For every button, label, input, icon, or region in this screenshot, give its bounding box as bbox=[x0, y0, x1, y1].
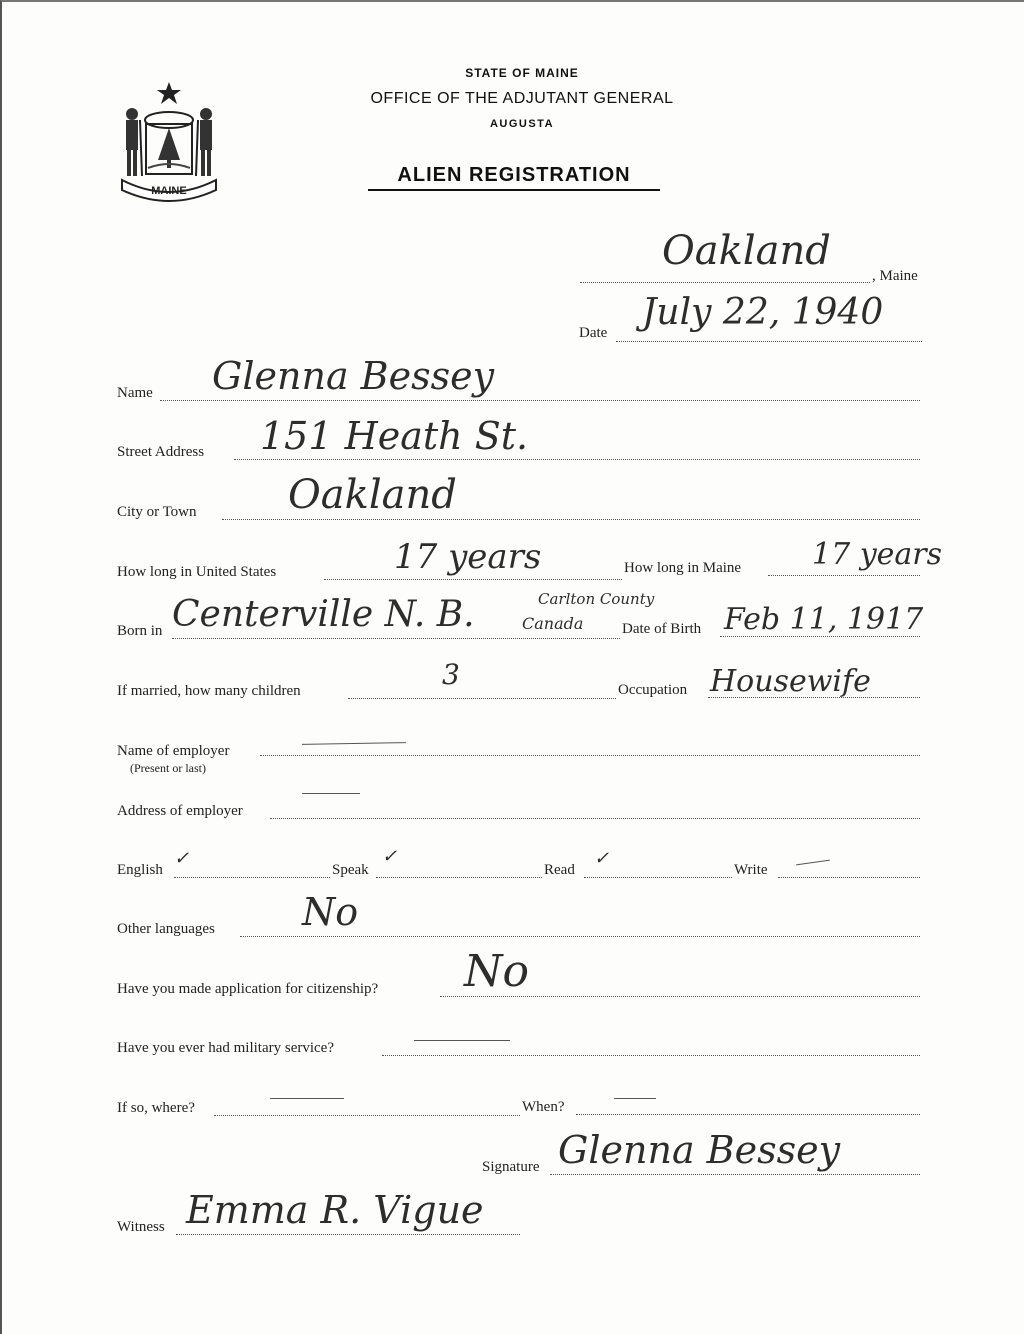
street-line bbox=[234, 459, 920, 460]
street-label: Street Address bbox=[117, 444, 205, 460]
date-handwriting: July 22, 1940 bbox=[642, 292, 884, 333]
city-label: City or Town bbox=[117, 504, 197, 520]
occupation-handwriting: Housewife bbox=[710, 664, 871, 699]
header-city: AUGUSTA bbox=[489, 118, 555, 130]
dob-handwriting: Feb 11, 1917 bbox=[724, 602, 924, 637]
speak-check: ✓ bbox=[382, 846, 398, 867]
maine-label: , Maine bbox=[872, 268, 918, 284]
speak-line bbox=[376, 877, 542, 878]
military-label: Have you ever had military service? bbox=[117, 1040, 334, 1056]
city-handwriting: Oakland bbox=[288, 472, 457, 518]
read-label: Read bbox=[544, 862, 575, 878]
maine-duration-label: How long in Maine bbox=[624, 560, 742, 576]
occupation-label: Occupation bbox=[618, 682, 688, 698]
english-check: ✓ bbox=[174, 848, 190, 869]
other-languages-line bbox=[240, 936, 920, 937]
english-line bbox=[174, 877, 330, 878]
employer-address-line bbox=[270, 818, 920, 819]
form-title: ALIEN REGISTRATION bbox=[368, 164, 660, 191]
witness-handwriting: Emma R. Vigue bbox=[186, 1188, 484, 1232]
name-label: Name bbox=[117, 385, 153, 401]
citizenship-label: Have you made application for citizenship? bbox=[117, 981, 379, 997]
where-line bbox=[214, 1115, 520, 1116]
children-label: If married, how many children bbox=[117, 683, 301, 699]
employer-line bbox=[260, 755, 920, 756]
seal-banner-text: MAINE bbox=[151, 185, 187, 197]
where-dash bbox=[270, 1098, 344, 1099]
where-label: If so, where? bbox=[117, 1100, 195, 1116]
witness-label: Witness bbox=[117, 1219, 165, 1235]
street-handwriting: 151 Heath St. bbox=[260, 414, 529, 458]
city-line bbox=[222, 519, 920, 520]
us-duration-handwriting: 17 years bbox=[394, 537, 542, 577]
write-dash bbox=[796, 860, 830, 866]
military-dash bbox=[414, 1040, 510, 1041]
born-county-handwriting: Carlton County bbox=[538, 590, 655, 608]
citizenship-handwriting: No bbox=[464, 946, 529, 997]
when-dash bbox=[614, 1098, 656, 1099]
signature-label: Signature bbox=[482, 1159, 540, 1175]
read-check: ✓ bbox=[594, 848, 610, 869]
header-state: STATE OF MAINE bbox=[465, 66, 579, 80]
employer-dash bbox=[302, 742, 406, 745]
employer-address-label: Address of employer bbox=[117, 803, 243, 819]
maine-state-seal-icon bbox=[116, 80, 222, 206]
born-line bbox=[172, 638, 620, 639]
when-line bbox=[576, 1114, 920, 1115]
town-handwriting: Oakland bbox=[662, 228, 831, 274]
employer-sublabel: (Present or last) bbox=[130, 761, 206, 775]
other-languages-label: Other languages bbox=[117, 921, 215, 937]
us-duration-line bbox=[324, 579, 622, 580]
header-office: OFFICE OF THE ADJUTANT GENERAL bbox=[370, 90, 674, 107]
military-line bbox=[382, 1055, 920, 1056]
children-line bbox=[348, 698, 616, 699]
witness-line bbox=[176, 1234, 520, 1235]
other-languages-handwriting: No bbox=[302, 890, 359, 934]
maine-duration-handwriting: 17 years bbox=[812, 537, 943, 572]
date-label: Date bbox=[579, 325, 608, 341]
date-line bbox=[616, 341, 922, 342]
born-handwriting: Centerville N. B. bbox=[172, 594, 475, 635]
us-duration-label: How long in United States bbox=[117, 564, 277, 580]
signature-handwriting: Glenna Bessey bbox=[558, 1128, 841, 1172]
born-label: Born in bbox=[117, 623, 163, 639]
employer-address-dash bbox=[302, 793, 360, 794]
children-handwriting: 3 bbox=[442, 658, 460, 691]
read-line bbox=[584, 877, 732, 878]
speak-label: Speak bbox=[332, 862, 369, 878]
english-label: English bbox=[117, 862, 163, 878]
town-line bbox=[580, 282, 870, 283]
maine-duration-line bbox=[768, 575, 920, 576]
born-country-handwriting: Canada bbox=[522, 614, 584, 633]
dob-label: Date of Birth bbox=[622, 621, 702, 637]
employer-label: Name of employer bbox=[117, 743, 230, 759]
write-line bbox=[778, 877, 920, 878]
write-label: Write bbox=[734, 862, 768, 878]
name-handwriting: Glenna Bessey bbox=[212, 354, 495, 398]
name-line bbox=[160, 400, 920, 401]
signature-line bbox=[550, 1174, 920, 1175]
when-label: When? bbox=[522, 1099, 565, 1115]
